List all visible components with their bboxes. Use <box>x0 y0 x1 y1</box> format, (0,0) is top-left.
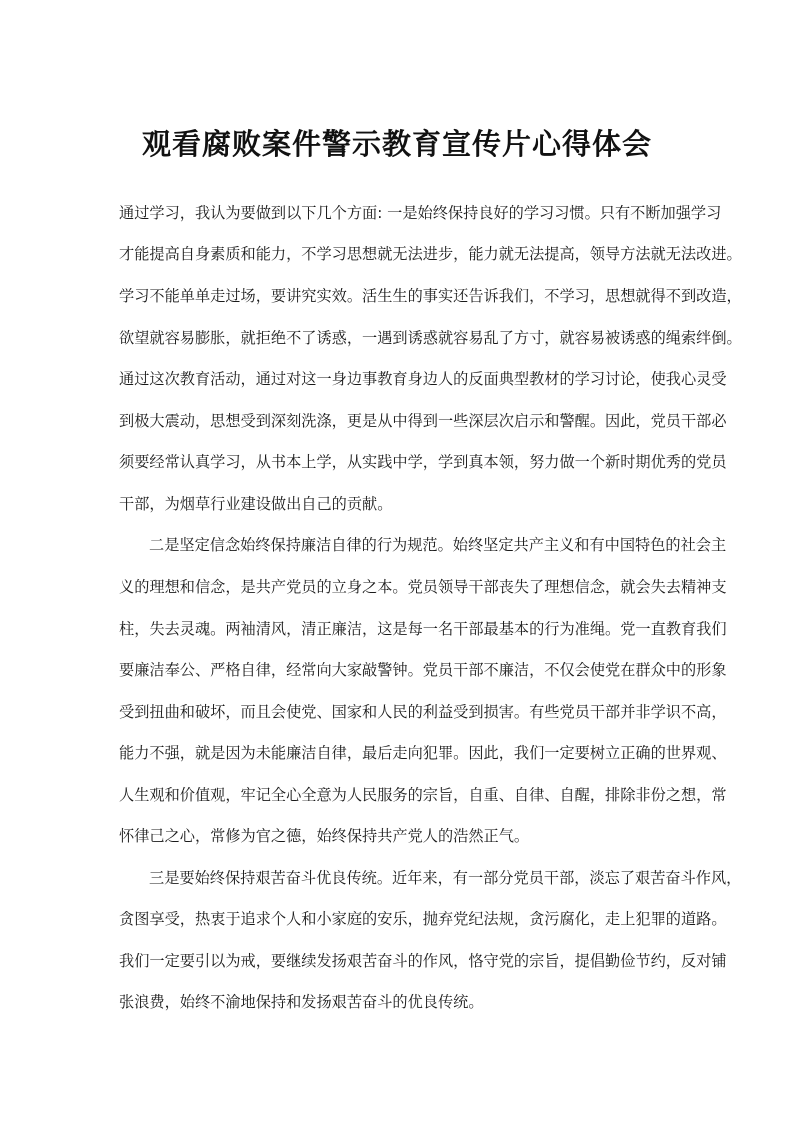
text-line: 柱，失去灵魂。两袖清风，清正廉洁，这是每一名干部最基本的行为准绳。党一直教育我们 <box>119 620 727 638</box>
text-line: 张浪费，始终不渝地保持和发扬艰苦奋斗的优良传统。 <box>119 993 484 1011</box>
text-line: 学习不能单单走过场，要讲究实效。活生生的事实还告诉我们，不学习，思想就得不到改造， <box>119 287 742 305</box>
text-line: 欲望就容易膨胀，就拒绝不了诱惑，一遇到诱惑就容易乱了方寸，就容易被诱惑的绳索绊倒。 <box>119 329 742 347</box>
text-line: 人生观和价值观，牢记全心全意为人民服务的宗旨，自重、自律、自醒，排除非份之想，常 <box>119 786 727 804</box>
text-line: 义的理想和信念，是共产党员的立身之本。党员领导干部丧失了理想信念，就会失去精神支 <box>119 578 727 596</box>
text-line: 通过这次教育活动，通过对这一身边事教育身边人的反面典型教材的学习讨论，使我心灵受 <box>119 370 727 388</box>
text-line: 能力不强，就是因为未能廉洁自律，最后走向犯罪。因此，我们一定要树立正确的世界观、 <box>119 744 727 762</box>
document-title: 观看腐败案件警示教育宣传片心得体会 <box>141 127 652 161</box>
text-line: 才能提高自身素质和能力，不学习思想就无法进步，能力就无法提高，领导方法就无法改进。 <box>119 245 742 263</box>
text-line: 贪图享受，热衷于追求个人和小家庭的安乐，抛弃党纪法规，贪污腐化，走上犯罪的道路。 <box>119 910 727 928</box>
text-line: 干部，为烟草行业建设做出自己的贡献。 <box>119 495 393 513</box>
paragraph-first-line: 二是坚定信念始终保持廉洁自律的行为规范。始终坚定共产主义和有中国特色的社会主 <box>149 536 727 554</box>
text-line: 怀律己之心，常修为官之德，始终保持共产党人的浩然正气。 <box>119 827 530 845</box>
text-line: 通过学习，我认为要做到以下几个方面: 一是始终保持良好的学习习惯。只有不断加强学习 <box>119 204 722 222</box>
text-line: 受到扭曲和破坏，而且会使党、国家和人民的利益受到损害。有些党员干部并非学识不高， <box>119 703 727 721</box>
paragraph-first-line: 三是要始终保持艰苦奋斗优良传统。近年来，有一部分党员干部，淡忘了艰苦奋斗作风， <box>149 869 742 887</box>
text-line: 我们一定要引以为戒，要继续发扬艰苦奋斗的作风，恪守党的宗旨，提倡勤俭节约，反对铺 <box>119 952 727 970</box>
text-line: 要廉洁奉公、严格自律，经常向大家敲警钟。党员干部不廉洁，不仅会使党在群众中的形象 <box>119 661 727 679</box>
text-line: 须要经常认真学习，从书本上学，从实践中学，学到真本领，努力做一个新时期优秀的党员 <box>119 453 727 471</box>
text-line: 到极大震动，思想受到深刻洗涤，更是从中得到一些深层次启示和警醒。因此，党员干部必 <box>119 412 727 430</box>
